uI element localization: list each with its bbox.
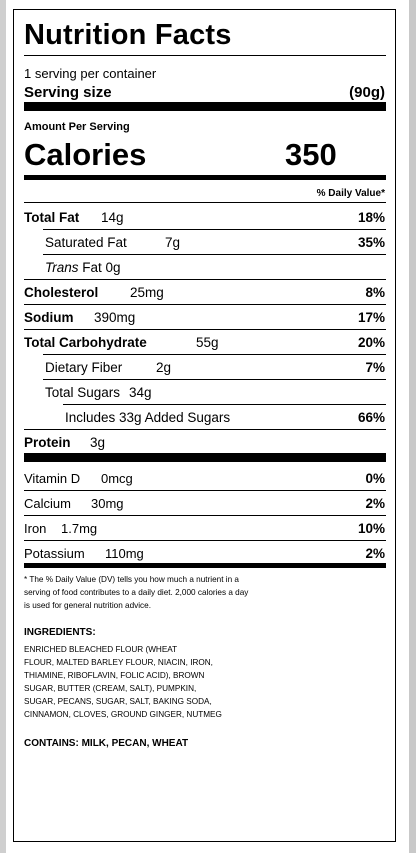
trans-fat-rest: Fat 0g xyxy=(82,260,121,275)
dietary-fiber-label: Dietary Fiber xyxy=(45,360,123,375)
divider xyxy=(24,329,386,330)
divider xyxy=(43,354,386,355)
divider xyxy=(24,304,386,305)
protein-thick-bar xyxy=(24,453,386,462)
total-fat-amount: 14g xyxy=(101,210,124,225)
total-carbohydrate-amount: 55g xyxy=(196,335,219,350)
calcium-dv: 2% xyxy=(365,496,385,511)
calories-bar xyxy=(24,175,386,180)
potassium-amount: 110mg xyxy=(105,546,144,561)
calories-value: 350 xyxy=(285,137,337,172)
divider xyxy=(24,515,386,516)
added-sugars-label: Includes 33g Added Sugars xyxy=(65,410,231,425)
ingredients-line: ENRICHED BLEACHED FLOUR (WHEAT xyxy=(24,645,178,654)
trans-fat-row xyxy=(45,260,121,275)
saturated-fat-amount: 7g xyxy=(165,235,181,250)
title-rule xyxy=(24,55,386,56)
cholesterol-dv: 8% xyxy=(365,285,385,300)
sodium-dv: 17% xyxy=(357,310,385,325)
daily-value-header: % Daily Value* xyxy=(316,188,385,199)
label-title: Nutrition Facts xyxy=(24,19,232,51)
right-edge xyxy=(409,0,416,853)
potassium-label: Potassium xyxy=(24,546,85,561)
total-sugars-amount: 34g xyxy=(129,385,152,400)
divider xyxy=(24,279,386,280)
divider xyxy=(24,202,386,203)
dietary-fiber-dv: 7% xyxy=(365,360,385,375)
divider xyxy=(43,254,386,255)
amount-per-serving: Amount Per Serving xyxy=(24,121,130,133)
saturated-fat-label: Saturated Fat xyxy=(45,235,127,250)
calories-label: Calories xyxy=(24,137,147,172)
footnote-line: is used for general nutrition advice. xyxy=(24,601,151,610)
sodium-label: Sodium xyxy=(24,310,74,325)
cholesterol-amount: 25mg xyxy=(130,285,164,300)
left-edge xyxy=(0,0,6,853)
nutrition-label xyxy=(13,9,396,842)
divider xyxy=(24,429,386,430)
sodium-amount: 390mg xyxy=(94,310,136,325)
potassium-dv: 2% xyxy=(365,546,385,561)
total-fat-label: Total Fat xyxy=(24,210,80,225)
serving-size-value: (90g) xyxy=(349,84,385,101)
ingredients-line: FLOUR, MALTED BARLEY FLOUR, NIACIN, IRON, xyxy=(24,658,213,667)
footnote xyxy=(24,573,248,612)
iron-dv: 10% xyxy=(357,521,385,536)
cholesterol-label: Cholesterol xyxy=(24,285,99,300)
calcium-label: Calcium xyxy=(24,496,71,511)
iron-amount: 1.7mg xyxy=(61,521,98,536)
divider xyxy=(24,540,386,541)
footnote-line: * The % Daily Value (DV) tells you how much a nutrient in a xyxy=(24,575,239,584)
serving-size-label: Serving size xyxy=(24,84,112,101)
divider xyxy=(63,404,386,405)
ingredients-line: SUGAR, BUTTER (CREAM, SALT), PUMPKIN, xyxy=(24,684,197,693)
trans-fat-italic: Trans xyxy=(45,260,79,275)
vitamin-d-label: Vitamin D xyxy=(24,471,81,486)
added-sugars-dv: 66% xyxy=(357,410,385,425)
ingredients-line: THIAMINE, RIBOFLAVIN, FOLIC ACID), BROWN xyxy=(24,671,205,680)
divider xyxy=(24,490,386,491)
allergen-statement: CONTAINS: MILK, PECAN, WHEAT xyxy=(24,738,189,749)
footnote-line: serving of food contributes to a daily diet. 2,000 calories a day xyxy=(24,588,249,597)
ingredients-list xyxy=(24,643,222,721)
serving-thick-bar xyxy=(24,102,386,111)
divider xyxy=(43,229,386,230)
total-carbohydrate-dv: 20% xyxy=(357,335,385,350)
footnote-bar xyxy=(24,563,386,568)
total-fat-dv: 18% xyxy=(357,210,385,225)
total-carbohydrate-label: Total Carbohydrate xyxy=(24,335,147,350)
calcium-amount: 30mg xyxy=(91,496,124,511)
ingredients-line: CINNAMON, CLOVES, GROUND GINGER, NUTMEG xyxy=(24,710,222,719)
total-sugars-label: Total Sugars xyxy=(45,385,121,400)
iron-label: Iron xyxy=(24,521,47,536)
vitamin-d-dv: 0% xyxy=(365,471,385,486)
protein-label: Protein xyxy=(24,435,71,450)
dietary-fiber-amount: 2g xyxy=(156,360,172,375)
servings-per-container: 1 serving per container xyxy=(24,66,157,81)
protein-amount: 3g xyxy=(90,435,106,450)
saturated-fat-dv: 35% xyxy=(357,235,385,250)
vitamin-d-amount: 0mcg xyxy=(101,471,133,486)
ingredients-heading: INGREDIENTS: xyxy=(24,627,96,638)
ingredients-line: SUGAR, PECANS, SUGAR, SALT, BAKING SODA, xyxy=(24,697,212,706)
divider xyxy=(43,379,386,380)
